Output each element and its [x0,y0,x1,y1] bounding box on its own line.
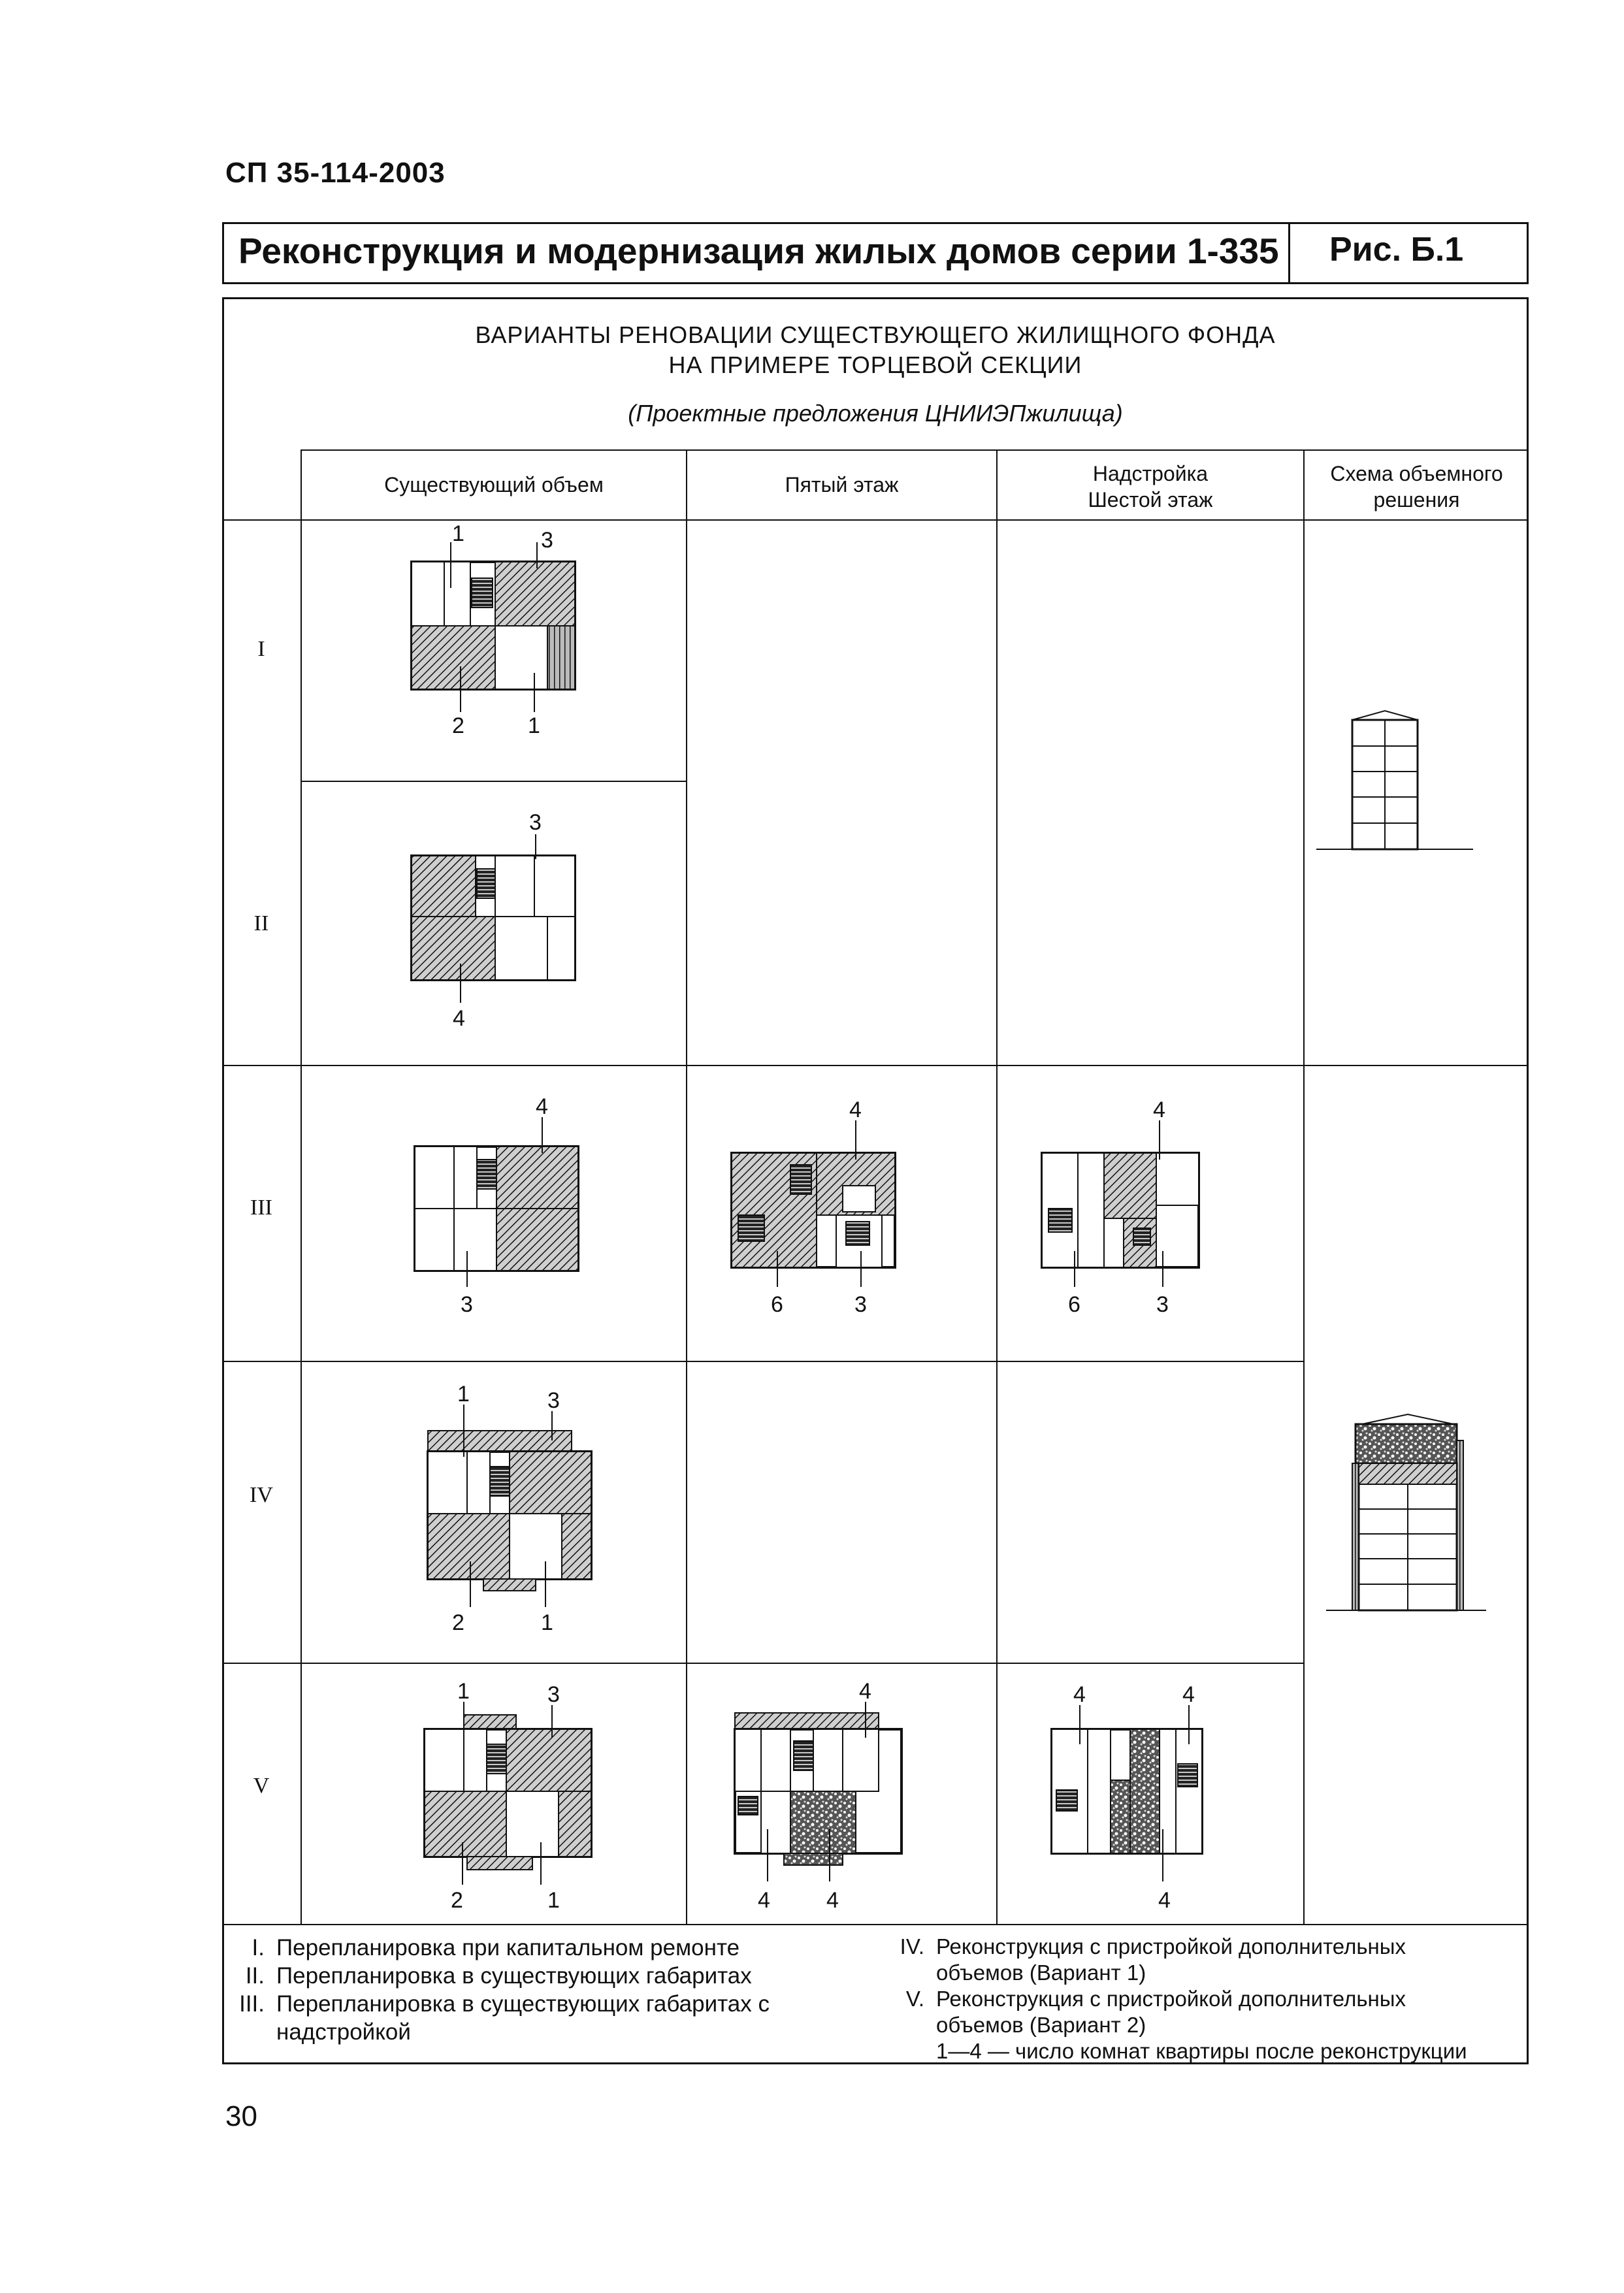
legend-left [225,1934,770,2046]
callout: 2 [452,713,464,738]
callout: 1 [457,1382,470,1407]
title-divider [1288,222,1290,284]
legend-item [885,1934,1467,1960]
legend-text: объемов (Вариант 1) [936,1960,1146,1985]
col-header-volume-scheme: Схема объемного решения [1330,462,1503,512]
row-line-2 [222,1065,1529,1066]
legend-item [885,1960,1467,1986]
callout: 3 [854,1292,867,1317]
row-line-4 [222,1663,1303,1664]
callout: 3 [1156,1292,1169,1317]
legend-num: I. [252,1935,265,1960]
legend-num: III. [239,1991,265,2017]
callout: 3 [529,810,542,835]
legend-item [885,2012,1467,2038]
legend-item [225,2018,770,2046]
callout: 3 [547,1682,560,1707]
legend-text: Перепланировка при капитальном ремонте [276,1935,740,1960]
plan-row4-existing [392,1378,601,1640]
callout: 4 [1158,1888,1171,1913]
callout: 2 [452,1610,464,1635]
legend-item [225,1990,770,2018]
legend-text: объемов (Вариант 2) [936,2013,1146,2037]
table-bottom-line [222,1924,1529,1925]
row-label-3: III [250,1195,272,1220]
schema-extended-building [1313,1405,1522,1627]
legend-text: надстройкой [276,2019,411,2045]
callout: 4 [758,1888,770,1913]
callout: 3 [541,528,553,553]
row-label-2: II [253,911,269,935]
plan-row3-sixth-floor [1009,1088,1218,1336]
document-code: СП 35-114-2003 [225,157,446,189]
callout: 1 [547,1888,560,1913]
col-line-1 [686,449,687,1925]
row-label-1: I [257,637,265,661]
callout: 4 [849,1098,862,1122]
callout: 1 [541,1610,553,1635]
col-line-2 [996,449,998,1925]
figure-heading-line1: ВАРИАНТЫ РЕНОВАЦИИ СУЩЕСТВУЮЩЕГО ЖИЛИЩНОГО ФОНДА [475,321,1276,348]
callout: 4 [1073,1682,1086,1707]
plan-row2-existing [392,794,601,1042]
col-header-sixth-floor: Надстройка Шестой этаж [1088,462,1213,512]
plan-row5-sixth-floor [1009,1672,1218,1921]
callout: 1 [457,1679,470,1704]
col-header-existing: Существующий объем [384,473,604,496]
callout: 3 [547,1388,560,1413]
legend-text: Реконструкция с пристройкой дополнительных [936,1934,1406,1959]
col-header-fifth-floor: Пятый этаж [785,473,899,496]
plan-row3-fifth-floor [706,1088,915,1336]
callout: 2 [451,1888,463,1913]
legend-text: Перепланировка в существующих габаритах с [276,1991,770,2017]
col-line-0 [300,449,302,1925]
figure-number: Рис. Б.1 [1329,231,1464,268]
legend-text: Перепланировка в существующих габаритах [276,1963,752,1989]
legend-text: Реконструкция с пристройкой дополнительных [936,1987,1406,2011]
callout: 4 [453,1006,465,1031]
callout: 4 [536,1094,548,1119]
row-label-4: IV [250,1483,273,1507]
legend-num: V. [905,1987,924,2011]
legend-item [225,1934,770,1962]
schema-existing-building [1313,706,1522,862]
callout: 4 [859,1679,871,1704]
callout: 1 [528,713,540,738]
plan-row3-existing [392,1088,601,1336]
document-title: Реконструкция и модернизация жилых домов серии 1-335 [238,231,1279,271]
legend-item [225,1962,770,1990]
row-line-3 [222,1361,1303,1362]
callout: 6 [771,1292,783,1317]
legend-num: II. [245,1963,265,1989]
callout: 4 [826,1888,839,1913]
callout: 4 [1153,1098,1165,1122]
figure-subheading: (Проектные предложения ЦНИИЭПжилища) [628,400,1123,427]
plan-row5-existing [392,1672,601,1921]
callout: 3 [461,1292,473,1317]
figure-heading-line2: НА ПРИМЕРЕ ТОРЦЕВОЙ СЕКЦИИ [668,351,1082,378]
page-number: 30 [225,2100,257,2132]
legend-right [885,1934,1467,2064]
row-label-5: V [253,1774,270,1798]
col-line-3 [1303,449,1305,1925]
callout: 6 [1068,1292,1080,1317]
callout: 1 [452,521,464,546]
plan-row1-existing [392,523,601,738]
callout: 4 [1182,1682,1195,1707]
row-line-1 [300,781,686,782]
header-bottom-line [222,519,1529,521]
legend-text: 1—4 — число комнат квартиры после реконструкции [936,2039,1467,2063]
plan-row5-fifth-floor [706,1672,915,1921]
legend-item [885,2038,1467,2064]
legend-num: IV. [900,1934,924,1959]
table-top-line [300,449,1529,451]
legend-item [885,1986,1467,2012]
